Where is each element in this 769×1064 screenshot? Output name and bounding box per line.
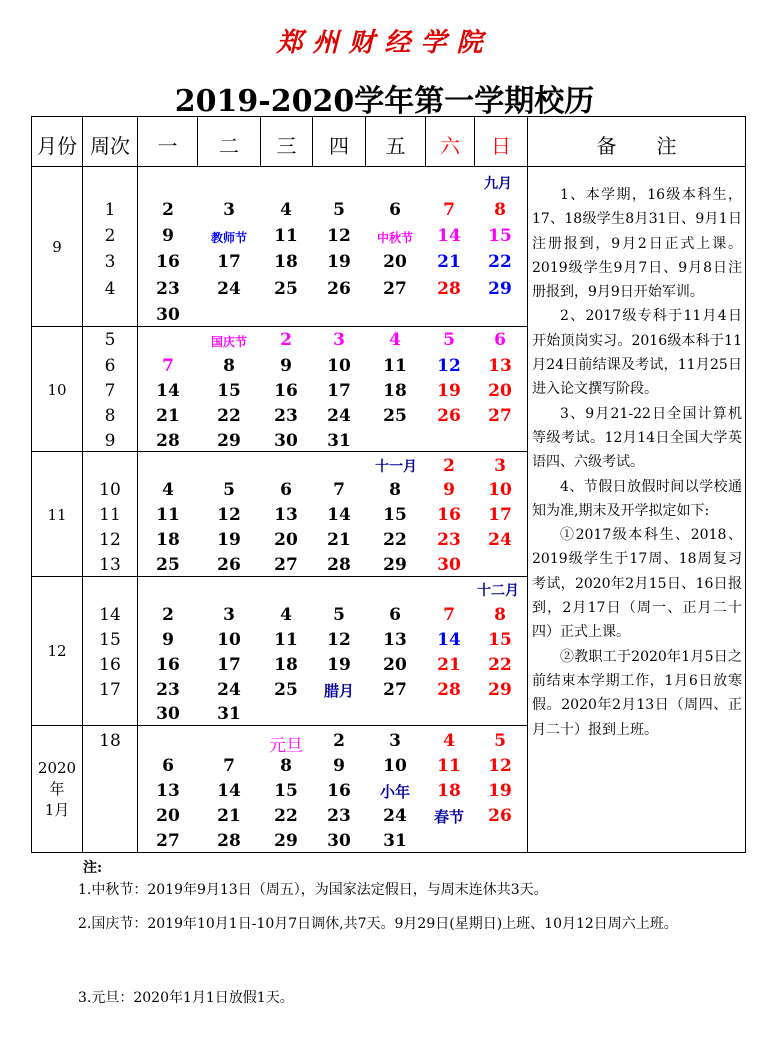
footnote-item: 1.中秋节：2019年9月13日（周五），为国家法定假日，与周末连休共3天。: [78, 882, 548, 898]
day-cell: 22: [488, 655, 512, 675]
day-cell: 11: [156, 505, 180, 525]
day-cell: 24: [217, 279, 241, 299]
day-cell: 28: [156, 431, 180, 451]
header-day-sun: 日: [491, 134, 511, 158]
day-cell: 29: [488, 680, 512, 700]
day-cell: 8: [389, 480, 401, 500]
day-cell: 17: [217, 655, 241, 675]
month-label: 2020 年 1月: [37, 759, 77, 819]
day-cell: 21: [156, 406, 180, 426]
day-cell: 23: [274, 406, 298, 426]
day-cell: 12: [217, 505, 241, 525]
week-number: 1: [104, 200, 116, 220]
day-cell: 22: [488, 252, 512, 272]
day-cell: 18: [156, 530, 180, 550]
day-cell: 12: [488, 756, 512, 776]
day-cell: 8: [494, 605, 506, 625]
day-cell: 28: [217, 831, 241, 851]
remark-item: 4、节假日放假时间以学校通知为准,期末及开学拟定如下:: [532, 478, 742, 519]
day-cell: 22: [274, 806, 298, 826]
week-number: 17: [99, 680, 121, 700]
day-cell: 22: [383, 530, 407, 550]
page-title: 2019-2020学年第一学期校历: [174, 84, 595, 119]
day-cell: 2: [333, 731, 345, 751]
day-cell: 9: [162, 226, 174, 246]
day-cell: 31: [217, 704, 241, 724]
day-cell: 14: [217, 781, 241, 801]
day-cell: 10: [217, 630, 241, 650]
day-cell: 6: [162, 756, 174, 776]
day-cell: 小年: [379, 783, 410, 801]
day-cell: 5: [443, 330, 455, 350]
day-cell: 30: [156, 704, 180, 724]
week-number: 6: [104, 356, 116, 376]
day-cell: 26: [217, 555, 241, 575]
day-cell: 16: [274, 381, 298, 401]
day-cell: 27: [156, 831, 180, 851]
day-cell: 6: [389, 200, 401, 220]
week-number: 12: [99, 530, 121, 550]
day-cell: 19: [217, 530, 241, 550]
week-number: 9: [104, 431, 116, 451]
day-cell: 28: [437, 680, 461, 700]
week-number: 16: [99, 655, 121, 675]
month-label: 9: [52, 238, 62, 256]
day-cell: 元旦: [269, 736, 303, 756]
day-cell: 24: [327, 406, 351, 426]
day-cell: 3: [389, 731, 401, 751]
day-cell: 20: [156, 806, 180, 826]
day-cell: 26: [437, 406, 461, 426]
week-number: 2: [104, 226, 116, 246]
day-cell: 20: [274, 530, 298, 550]
day-cell: 19: [488, 781, 512, 801]
week-number: 10: [99, 480, 121, 500]
day-cell: 9: [333, 756, 345, 776]
day-cell: 24: [488, 530, 512, 550]
day-cell: 25: [156, 555, 180, 575]
remark-item: 2、2017级专科于11月4日开始顶岗实习。2016级本科于11月24日前结课及考试，11月25日进入论文撰写阶段。: [532, 308, 742, 398]
day-cell: 15: [488, 630, 512, 650]
day-cell: 5: [333, 605, 345, 625]
day-cell: 7: [333, 480, 345, 500]
week-number: 18: [99, 731, 121, 751]
day-cell: 7: [162, 356, 174, 376]
day-cell: 3: [494, 456, 506, 476]
day-cell: 18: [383, 381, 407, 401]
day-cell: 6: [494, 330, 506, 350]
month-label: 10: [47, 381, 67, 399]
day-cell: 31: [327, 431, 351, 451]
day-cell: 15: [383, 505, 407, 525]
month-name-label: 十二月: [477, 583, 519, 599]
day-cell: 27: [383, 279, 407, 299]
day-cell: 15: [274, 781, 298, 801]
remark-item: ②教职工于2020年1月5日之前结束本学期工作，1月6日放寒假。2020年2月13日（周四、正月二十）报到上班。: [532, 648, 742, 738]
day-cell: 4: [280, 605, 292, 625]
day-cell: 27: [274, 555, 298, 575]
week-number: 8: [104, 406, 116, 426]
day-cell: 11: [274, 630, 298, 650]
day-cell: 4: [389, 330, 401, 350]
remarks-panel: [532, 183, 742, 742]
day-cell: 20: [383, 252, 407, 272]
day-cell: 16: [327, 781, 351, 801]
day-cell: 13: [156, 781, 180, 801]
header-day-tue: 二: [219, 134, 239, 158]
day-cell: 腊月: [323, 682, 354, 700]
week-number: 3: [104, 252, 116, 272]
day-cell: 2: [162, 605, 174, 625]
day-cell: 29: [383, 555, 407, 575]
week-number: 15: [99, 630, 121, 650]
day-cell: 19: [327, 655, 351, 675]
day-cell: 7: [443, 200, 455, 220]
school-name: 郑州财经学院: [276, 28, 493, 58]
holiday-label: 教师节: [210, 231, 247, 245]
remark-item: 3、9月21-22日全国计算机等级考试。12月14日全国大学英语四、六级考试。: [532, 405, 742, 471]
month-name-label: 十一月: [375, 459, 417, 475]
day-cell: 26: [488, 806, 512, 826]
day-cell: 18: [274, 252, 298, 272]
day-cell: 11: [437, 756, 461, 776]
day-cell: 21: [327, 530, 351, 550]
day-cell: 27: [383, 680, 407, 700]
day-cell: 17: [217, 252, 241, 272]
day-cell: 17: [327, 381, 351, 401]
day-cell: 25: [274, 680, 298, 700]
day-cell: 2: [443, 456, 455, 476]
day-cell: 5: [333, 200, 345, 220]
day-cell: 10: [383, 756, 407, 776]
day-cell: 13: [274, 505, 298, 525]
day-cell: 6: [389, 605, 401, 625]
day-cell: 25: [274, 279, 298, 299]
month-label: 12: [47, 642, 67, 660]
day-cell: 8: [280, 756, 292, 776]
day-cell: 11: [274, 226, 298, 246]
day-cell: 12: [327, 226, 351, 246]
day-cell: 26: [327, 279, 351, 299]
week-number: 14: [99, 605, 121, 625]
day-cell: 21: [217, 806, 241, 826]
header-week: 周次: [90, 134, 130, 158]
day-cell: 29: [488, 279, 512, 299]
day-cell: 10: [327, 356, 351, 376]
header-remarks: 备 注: [596, 134, 677, 158]
footnote-item: 2.国庆节：2019年10月1日-10月7日调休,共7天。9月29日(星期日)上班、10月12日周六上班。: [78, 916, 678, 932]
day-cell: 23: [327, 806, 351, 826]
day-cell: 14: [156, 381, 180, 401]
holiday-label: 中秋节: [376, 231, 413, 245]
day-cell: 春节: [433, 808, 464, 826]
day-cell: 12: [327, 630, 351, 650]
remark-item: ①2017级本科生、2018、2019级学生于17周、18周复习考试，2020年2月15日、16日报到，2月17日（周一、正月二十四）正式上课。: [532, 527, 742, 641]
day-cell: 30: [327, 831, 351, 851]
day-cell: 7: [443, 605, 455, 625]
header-day-wed: 三: [276, 134, 297, 158]
week-number: 11: [99, 505, 121, 525]
day-cell: 6: [280, 480, 292, 500]
day-cell: 5: [223, 480, 235, 500]
day-cell: 29: [217, 431, 241, 451]
day-cell: 14: [437, 630, 461, 650]
day-cell: 30: [437, 555, 461, 575]
day-cell: 24: [217, 680, 241, 700]
day-cell: 16: [156, 252, 180, 272]
day-cell: 16: [156, 655, 180, 675]
day-cell: 24: [383, 806, 407, 826]
day-cell: 9: [162, 630, 174, 650]
footnote-item: 3.元旦：2020年1月1日放假1天。: [78, 990, 294, 1006]
day-cell: 15: [488, 226, 512, 246]
day-cell: 18: [274, 655, 298, 675]
day-cell: 10: [488, 480, 512, 500]
day-cell: 13: [488, 356, 512, 376]
day-cell: 9: [443, 480, 455, 500]
day-cell: 22: [217, 406, 241, 426]
day-cell: 19: [437, 381, 461, 401]
day-cell: 28: [327, 555, 351, 575]
day-cell: 16: [437, 505, 461, 525]
day-cell: 25: [383, 406, 407, 426]
week-number: 13: [99, 555, 121, 575]
day-cell: 14: [327, 505, 351, 525]
day-cell: 15: [217, 381, 241, 401]
day-cell: 13: [383, 630, 407, 650]
day-cell: 3: [333, 330, 345, 350]
day-cell: 5: [494, 731, 506, 751]
day-cell: 30: [156, 305, 180, 325]
day-cell: 23: [156, 279, 180, 299]
day-cell: 23: [437, 530, 461, 550]
day-cell: 4: [162, 480, 174, 500]
day-cell: 18: [437, 781, 461, 801]
day-cell: 2: [162, 200, 174, 220]
day-cell: 21: [437, 655, 461, 675]
day-cell: 31: [383, 831, 407, 851]
day-cell: 20: [488, 381, 512, 401]
header-day-sat: 六: [440, 134, 460, 158]
day-cell: 28: [437, 279, 461, 299]
day-cell: 11: [383, 356, 407, 376]
day-cell: 12: [437, 356, 461, 376]
day-cell: 3: [223, 200, 235, 220]
day-cell: 29: [274, 831, 298, 851]
day-cell: 4: [443, 731, 455, 751]
day-cell: 23: [156, 680, 180, 700]
day-cell: 8: [223, 356, 235, 376]
day-cell: 8: [494, 200, 506, 220]
header-day-mon: 一: [157, 134, 178, 158]
week-number: 4: [104, 279, 116, 299]
day-cell: 30: [274, 431, 298, 451]
day-cell: 14: [437, 226, 461, 246]
header-day-fri: 五: [385, 134, 406, 158]
holiday-label: 国庆节: [210, 335, 247, 349]
week-number: 7: [104, 381, 116, 401]
day-cell: 2: [280, 330, 292, 350]
header-day-thu: 四: [329, 134, 349, 158]
month-name-label: 九月: [484, 176, 512, 192]
day-cell: 27: [488, 406, 512, 426]
month-label: 11: [47, 506, 67, 524]
day-cell: 20: [383, 655, 407, 675]
day-cell: 9: [280, 356, 292, 376]
day-cell: 7: [223, 756, 235, 776]
day-cell: 3: [223, 605, 235, 625]
day-cell: 4: [280, 200, 292, 220]
day-cell: 21: [437, 252, 461, 272]
header-month: 月份: [37, 134, 77, 158]
day-cell: 17: [488, 505, 512, 525]
week-number: 5: [104, 330, 116, 350]
footnote-heading: 注:: [83, 860, 103, 876]
remark-item: 1、本学期，16级本科生，17、18级学生8月31日、9月1日注册报到，9月2日正式上课。2019级学生9月7日、9月8日注册报到，9月9日开始军训。: [532, 187, 742, 301]
day-cell: 19: [327, 252, 351, 272]
